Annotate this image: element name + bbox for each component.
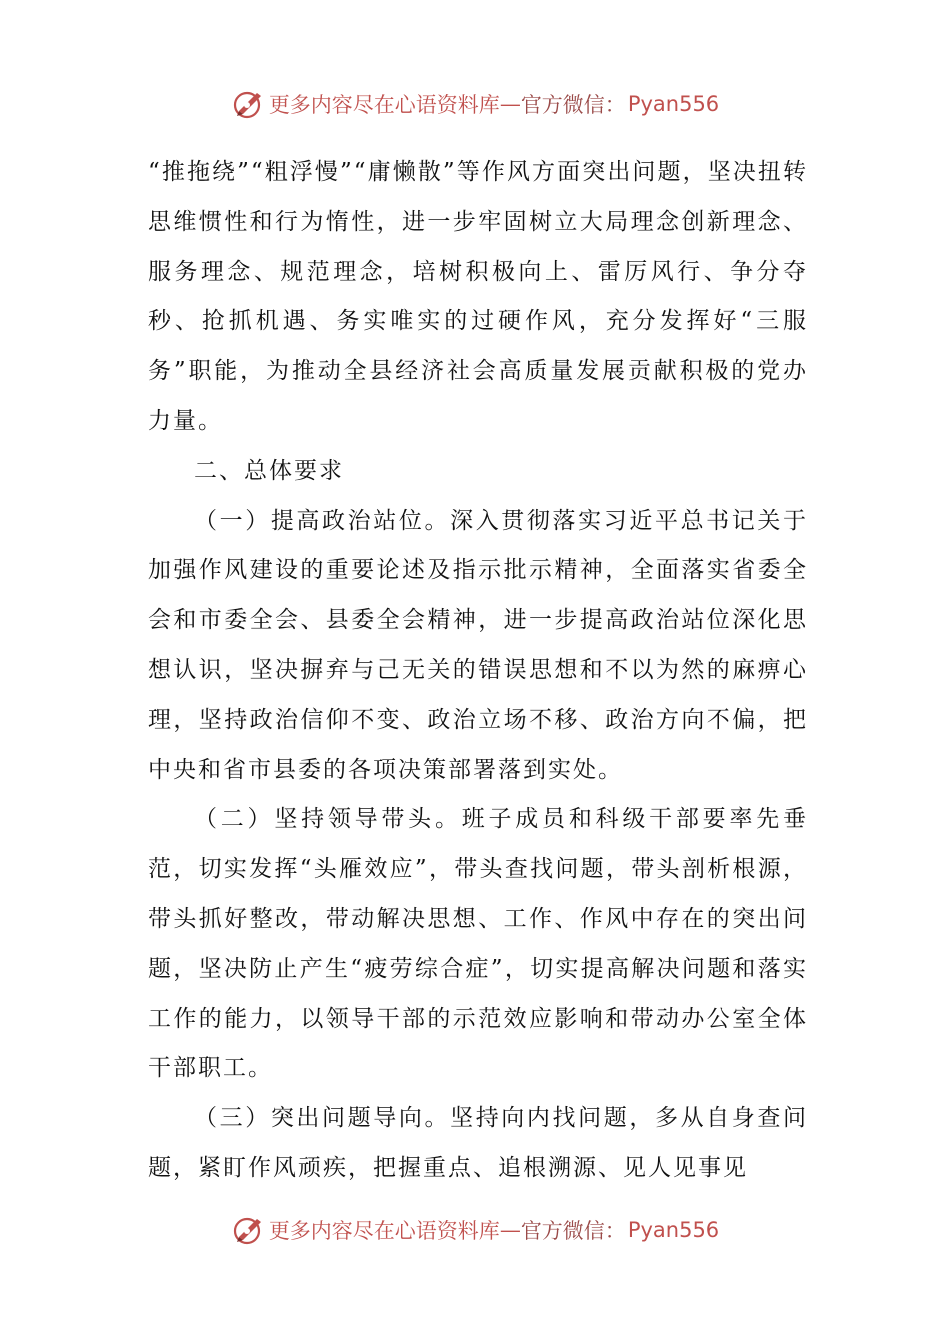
banner-dash: —: [499, 92, 521, 116]
banner-wechat-account: Pyan556: [627, 92, 720, 116]
section-heading: 二、总体要求: [194, 457, 344, 484]
banner-dash: —: [499, 1218, 521, 1242]
banner-wechat-label: 官方微信：: [520, 93, 626, 117]
footer-banner: [0, 1210, 950, 1250]
banner-brand-text: 更多内容尽在心语资料库: [268, 93, 500, 117]
paragraph-leadership: （二）坚持领导带头。班子成员和科级干部要率先垂范，切实发挥“头雁效应”，带头查找问题，带头剖析根源，带头抓好整改，带动解决思想、工作、作风中存在的突出问题，坚决防止产生“疲劳综合症”，切实提高解决问题和落实工作的能力，以领导干部的示范效应影响和带动办公室全体干部职工。: [148, 806, 808, 1082]
banner-wechat-account: Pyan556: [627, 1218, 720, 1242]
banner-wechat-label: 官方微信：: [520, 1219, 626, 1243]
paragraph-problem-oriented: （三）突出问题导向。坚持向内找问题，多从自身查问题，紧盯作风顽疾，把握重点、追根溯源、见人见事见: [148, 1105, 808, 1181]
pen-logo-icon: [231, 87, 265, 121]
paragraph-continued: “推拖绕”“粗浮慢”“庸懒散”等作风方面突出问题，坚决扭转思维惯性和行为惰性，进一步牢固树立大局理念创新理念、服务理念、规范理念，培树积极向上、雷厉风行、争分夺秒、抢抓机遇、务实唯实的过硬作风，充分发挥好“三服务”职能，为推动全县经济社会高质量发展贡献积极的党办力量。: [148, 159, 808, 434]
document-body: [148, 148, 808, 1194]
header-banner: [0, 84, 950, 124]
banner-brand-text: 更多内容尽在心语资料库: [268, 1219, 500, 1243]
pen-logo-icon: [231, 1213, 265, 1247]
paragraph-political-stance: （一）提高政治站位。深入贯彻落实习近平总书记关于加强作风建设的重要论述及指示批示精神，全面落实省委全会和市委全会、县委全会精神，进一步提高政治站位深化思想认识，坚决摒弃与己无关的错误思想和不以为然的麻痹心理，坚持政治信仰不变、政治立场不移、政治方向不偏，把中央和省市县委的各项决策部署落到实处。: [148, 507, 808, 783]
